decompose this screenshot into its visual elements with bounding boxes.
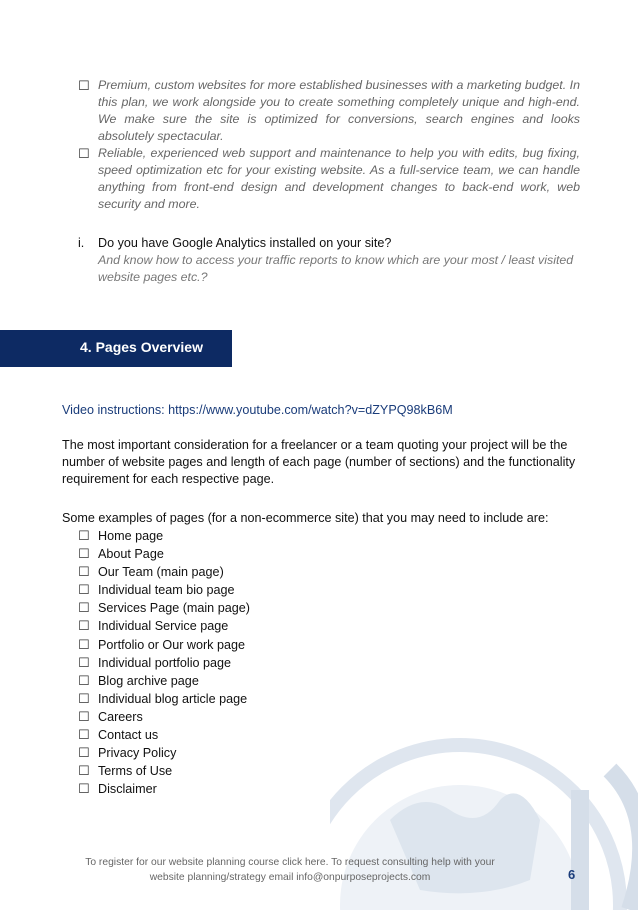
list-item: ☐ Services Page (main page) [78,600,250,616]
list-item: ☐ Our Team (main page) [78,564,224,580]
checkbox-icon[interactable]: ☐ [78,690,90,706]
checkbox-icon[interactable]: ☐ [78,654,90,670]
checkbox-icon[interactable]: ☐ [78,708,90,724]
checkbox-icon[interactable]: ☐ [78,727,90,743]
checkbox-icon[interactable]: ☐ [78,146,90,161]
checkbox-icon[interactable]: ☐ [78,600,90,616]
list-item: ☐ Individual Service page [78,618,229,634]
footer-line-2[interactable]: website planning/strategy email info@onpurposeprojects.com [149,872,431,883]
list-item: ☐ Individual blog article page [78,690,248,706]
list-item: ☐ Terms of Use [78,763,173,779]
list-item: ☐ Individual portfolio page [78,654,232,670]
list-item: ☐ Portfolio or Our work page [78,636,245,652]
paragraph-examples: Some examples of pages (for a non-ecommerce site) that you may need to include are: [62,511,549,525]
checkbox-icon[interactable]: ☐ [78,781,90,797]
checkbox-icon[interactable]: ☐ [78,78,90,93]
checkbox-icon[interactable]: ☐ [78,745,90,761]
checkbox-icon[interactable]: ☐ [78,672,90,688]
checkbox-icon[interactable]: ☐ [78,528,90,543]
question-number: i. [78,236,85,250]
checkbox-icon[interactable]: ☐ [78,582,90,598]
page-number: 6 [568,867,576,882]
checkbox-icon[interactable]: ☐ [78,546,90,562]
list-item [78,145,580,213]
checkbox-icon[interactable]: ☐ [78,636,90,652]
page-footer [62,855,518,885]
list-item: ☐ Individual team bio page [78,582,235,598]
section-heading-banner [0,330,232,367]
list-item: ☐ About Page [78,546,164,562]
checkbox-icon[interactable]: ☐ [78,763,90,779]
section-title: 4. Pages Overview [80,339,203,355]
pages-checklist [78,527,250,798]
list-item: ☐ Privacy Policy [78,745,177,761]
list-item: ☐ Disclaimer [78,781,157,797]
analytics-question [78,235,578,286]
checkbox-icon[interactable]: ☐ [78,564,90,580]
list-item-text: Premium, custom websites for more established businesses with a marketing budget. In this plan, we work alongside you to create something completely unique and high-end. We make sure the site is optimized for conversions, search engines and looks absolutely spectacular. [98,78,580,143]
checkbox-icon[interactable]: ☐ [78,618,90,634]
list-item: ☐ Home page [78,528,164,543]
paragraph-intro: The most important consideration for a freelancer or a team quoting your project will be the number of website pages and length of each page (number of sections) and the functionality requirement for each respective page. [62,438,576,486]
list-item [78,77,580,145]
video-instructions-link[interactable]: Video instructions: https://www.youtube.com/watch?v=dZYPQ98kB6M [62,403,453,417]
list-item-text: Reliable, experienced web support and maintenance to help you with edits, bug fixing, speed optimization etc for your existing website. As a full-service team, we can handle anything from front-end design and development changes to back-end work, web security and more. [98,146,580,211]
list-item: ☐ Contact us [78,727,159,743]
list-item: ☐ Careers [78,708,143,724]
services-checklist [78,77,580,213]
list-item: ☐ Blog archive page [78,672,199,688]
footer-line-1[interactable]: To register for our website planning course click here. To request consulting help with your [85,857,495,868]
question-text: Do you have Google Analytics installed on your site? [98,236,392,250]
question-subtext: And know how to access your traffic reports to know which are your most / least visited website pages etc.? [98,253,574,284]
